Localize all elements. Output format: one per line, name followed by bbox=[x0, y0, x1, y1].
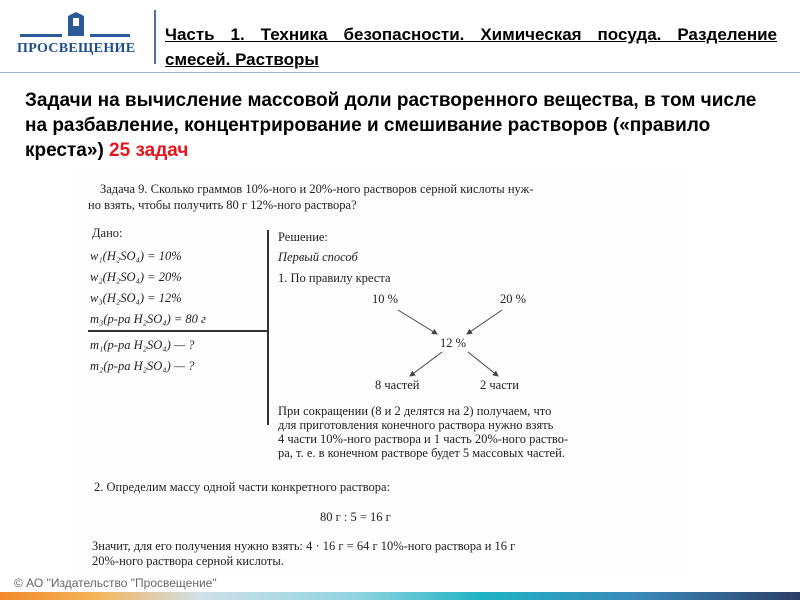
logo-emblem-icon bbox=[66, 12, 86, 36]
header-divider bbox=[154, 10, 156, 64]
step-1: 1. По правилу креста bbox=[278, 271, 391, 285]
problem-statement-cont: но взять, чтобы получить 80 г 12%-ного раствора? bbox=[88, 198, 357, 212]
solution-label: Решение: bbox=[278, 230, 328, 244]
cross-top-left: 10 % bbox=[372, 292, 399, 306]
problem-statement: Задача 9. Сколько граммов 10%-ного и 20%-ного растворов серной кислоты нуж- bbox=[100, 182, 534, 196]
arrow bbox=[467, 310, 502, 334]
method-label: Первый способ bbox=[278, 250, 358, 264]
cross-bottom-left: 8 частей bbox=[375, 378, 420, 392]
copyright: © АО "Издательство "Просвещение" bbox=[14, 576, 217, 590]
slide-heading bbox=[25, 88, 765, 163]
equation: 80 г : 5 = 16 г bbox=[320, 510, 391, 524]
cross-top-right: 20 % bbox=[500, 292, 527, 306]
find-item: m₁(р-ра H₂SO₄) — ? bbox=[90, 338, 195, 352]
arrow bbox=[468, 352, 498, 376]
given-item: w₁(H₂SO₄) = 10% bbox=[90, 249, 182, 263]
solution-paragraph: 4 части 10%-ного раствора и 1 часть 20%-ного раство- bbox=[278, 432, 569, 446]
heading-text: Задачи на вычисление массовой доли растворенного вещества, в том числе на разбавление, концентрирование и смешивание растворов («правило креста») bbox=[25, 90, 757, 161]
cross-bottom-right: 2 части bbox=[480, 378, 519, 392]
cross-center: 12 % bbox=[440, 336, 467, 350]
scanned-problem bbox=[70, 170, 690, 575]
cross-arrows bbox=[70, 170, 690, 430]
solution-paragraph: При сокращении (8 и 2 делятся на 2) получаем, что bbox=[278, 404, 552, 418]
given-label: Дано: bbox=[92, 226, 123, 240]
conclusion-cont: 20%-ного раствора серной кислоты. bbox=[92, 554, 284, 568]
arrow bbox=[410, 352, 442, 376]
publisher-logo bbox=[0, 0, 150, 70]
given-item: w₃(H₂SO₄) = 12% bbox=[90, 291, 182, 305]
given-item: m₃(р-ра H₂SO₄) = 80 г bbox=[90, 312, 206, 326]
task-count: 25 задач bbox=[109, 140, 189, 161]
arrow bbox=[398, 310, 437, 334]
footer-gradient-bar bbox=[0, 592, 800, 600]
header-rule bbox=[0, 72, 800, 73]
conclusion: Значит, для его получения нужно взять: 4 · 16 г = 64 г 10%-ного раствора и 16 г bbox=[92, 539, 516, 553]
step-2: 2. Определим массу одной части конкретного раствора: bbox=[94, 480, 391, 494]
logo-text: ПРОСВЕЩЕНИЕ bbox=[17, 41, 136, 56]
given-item: w₂(H₂SO₄) = 20% bbox=[90, 270, 182, 284]
slide-title: Часть 1. Техника безопасности. Химическая посуда. Разделение смесей. Растворы bbox=[165, 25, 777, 69]
find-item: m₂(р-ра H₂SO₄) — ? bbox=[90, 359, 195, 373]
solution-paragraph: для приготовления конечного раствора нужно взять bbox=[278, 418, 554, 432]
solution-paragraph: ра, т. е. в конечном растворе будет 5 массовых частей. bbox=[278, 446, 565, 460]
